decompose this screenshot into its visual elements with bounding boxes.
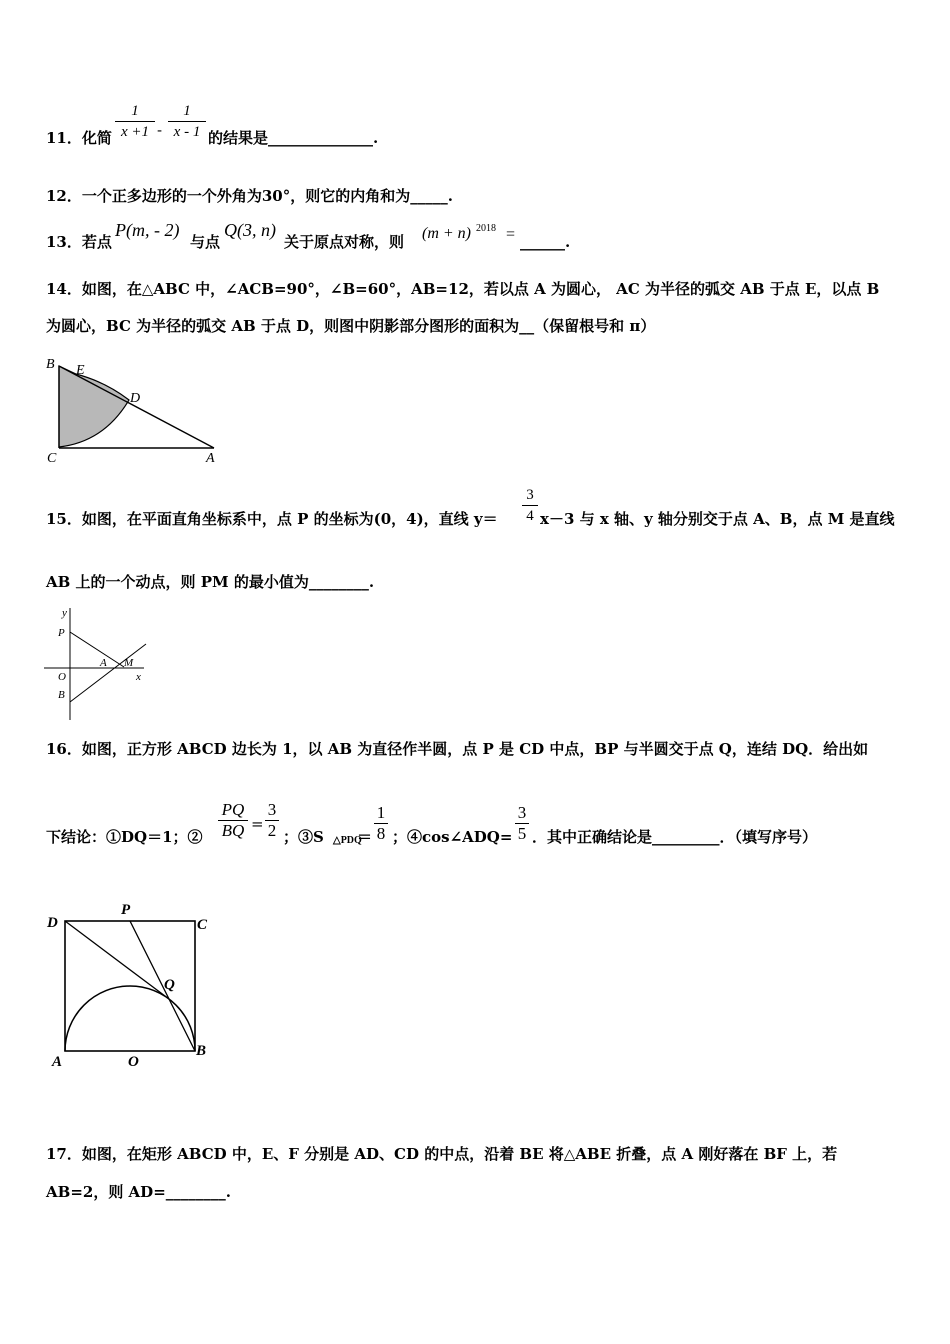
q16-l2-prefix: 下结论：①DQ＝1；② <box>46 828 203 846</box>
q11-prefix: 11．化简 <box>46 129 112 147</box>
q13-expression: (m + n) <box>422 225 472 242</box>
fraction-bar <box>168 121 206 122</box>
q15-prefix: 15．如图，在平面直角坐标系中，点 P 的坐标为(0，4)，直线 y＝ <box>46 510 498 528</box>
q16-f3-denominator: 8 <box>376 824 386 843</box>
q15-line2: AB 上的一个动点，则 PM 的最小值为________. <box>46 573 375 591</box>
q14-figure <box>44 352 222 468</box>
label-b: B <box>46 357 55 372</box>
q16-f3-numerator: 1 <box>376 803 386 822</box>
q16-l2-mid1: ；③S <box>283 828 324 846</box>
label-b: B <box>58 689 65 701</box>
q15-suffix: x－3 与 x 轴、y 轴分别交于点 A、B，点 M 是直线 <box>540 510 895 528</box>
q13-exponent: 2018 <box>476 223 496 234</box>
q16-fraction-1-8 <box>374 804 388 843</box>
q16-line1: 16．如图，正方形 ABCD 边长为 1，以 AB 为直径作半圆，点 P 是 CD 中点，BP 与半圆交于点 Q，连结 DQ．给出如 <box>46 740 869 758</box>
semicircle <box>65 986 195 1051</box>
q14-line1: 14．如图，在△ABC 中，∠ACB=90°，∠B=60°，AB=12，若以点 A 为圆心， AC 为半径的弧交 AB 于点 E，以点 B <box>46 280 880 298</box>
q16-fraction-3-5 <box>515 804 529 843</box>
q15-frac-denominator: 4 <box>526 508 534 524</box>
q16-fraction-pq-bq <box>218 801 248 840</box>
label-q: Q <box>164 977 175 993</box>
q11-fraction-1 <box>115 102 155 141</box>
q11-suffix: 的结果是______________. <box>208 129 379 147</box>
shaded-region <box>59 366 129 447</box>
q11-minus: - <box>157 121 163 139</box>
q13-point-p: P(m, - 2) <box>115 220 180 240</box>
q15-frac-numerator: 3 <box>526 487 534 503</box>
fraction-bar <box>115 121 155 122</box>
q16-f2-numerator: 3 <box>267 800 277 819</box>
q13-equals: = <box>506 226 516 243</box>
q11-frac1-denominator: x +1 <box>120 124 150 140</box>
q16-f1-denominator: BQ <box>221 821 245 840</box>
q13-mid1: 与点 <box>190 233 221 251</box>
q16-f1-numerator: PQ <box>221 800 245 819</box>
label-o: O <box>58 671 66 683</box>
q15-figure <box>42 604 152 722</box>
label-a: A <box>100 657 107 669</box>
q11-fraction-2 <box>168 102 206 141</box>
label-c: C <box>197 917 208 933</box>
q16-f2-denominator: 2 <box>267 821 277 840</box>
label-p: P <box>121 902 131 918</box>
q16-eq2: ＝ <box>357 828 373 846</box>
q13-mid2: 关于原点对称，则 <box>284 233 405 251</box>
label-m: M <box>124 657 134 669</box>
q16-fraction-3-2 <box>265 801 279 840</box>
q17-line2: AB=2，则 AD=________. <box>46 1183 231 1201</box>
q14-line2: 为圆心，BC 为半径的弧交 AB 于点 D，则图中阴影部分图形的面积为__（保留根号和 π） <box>46 317 656 335</box>
label-c: C <box>47 451 57 466</box>
label-y: y <box>62 607 67 619</box>
label-b: B <box>196 1043 207 1059</box>
label-a: A <box>52 1054 63 1070</box>
label-e: E <box>76 363 85 378</box>
q16-eq1: = <box>251 815 264 833</box>
q13-point-q: Q(3, n) <box>224 220 276 240</box>
label-p: P <box>58 627 65 639</box>
fraction-bar <box>522 505 538 506</box>
line-ab <box>70 644 146 702</box>
label-o: O <box>128 1054 139 1070</box>
label-x: x <box>136 671 141 683</box>
label-d: D <box>47 915 58 931</box>
q16-f4-denominator: 5 <box>517 824 527 843</box>
segment-pm <box>70 632 124 667</box>
q16-subscript: △PDQ <box>333 835 362 846</box>
q13-prefix: 13．若点 <box>46 233 112 251</box>
q17-line1: 17．如图，在矩形 ABCD 中，E、F 分别是 AD、CD 的中点，沿着 BE 将△ABE 折叠，点 A 刚好落在 BF 上，若 <box>46 1145 838 1163</box>
label-a: A <box>206 451 215 466</box>
q12-text: 12．一个正多边形的一个外角为30°，则它的内角和为_____. <box>46 187 453 205</box>
q16-f4-numerator: 3 <box>517 803 527 822</box>
label-d: D <box>130 391 141 406</box>
q11-frac2-numerator: 1 <box>183 103 191 119</box>
q16-figure <box>44 898 216 1070</box>
q11-frac1-numerator: 1 <box>131 103 139 119</box>
q15-fraction <box>522 486 538 525</box>
q16-l2-mid2: ；④cos∠ADQ= <box>392 828 513 846</box>
q13-suffix: ______. <box>520 233 571 251</box>
q11-frac2-denominator: x - 1 <box>173 124 201 140</box>
q16-l2-suffix: ．其中正确结论是_________．（填写序号） <box>532 828 818 846</box>
